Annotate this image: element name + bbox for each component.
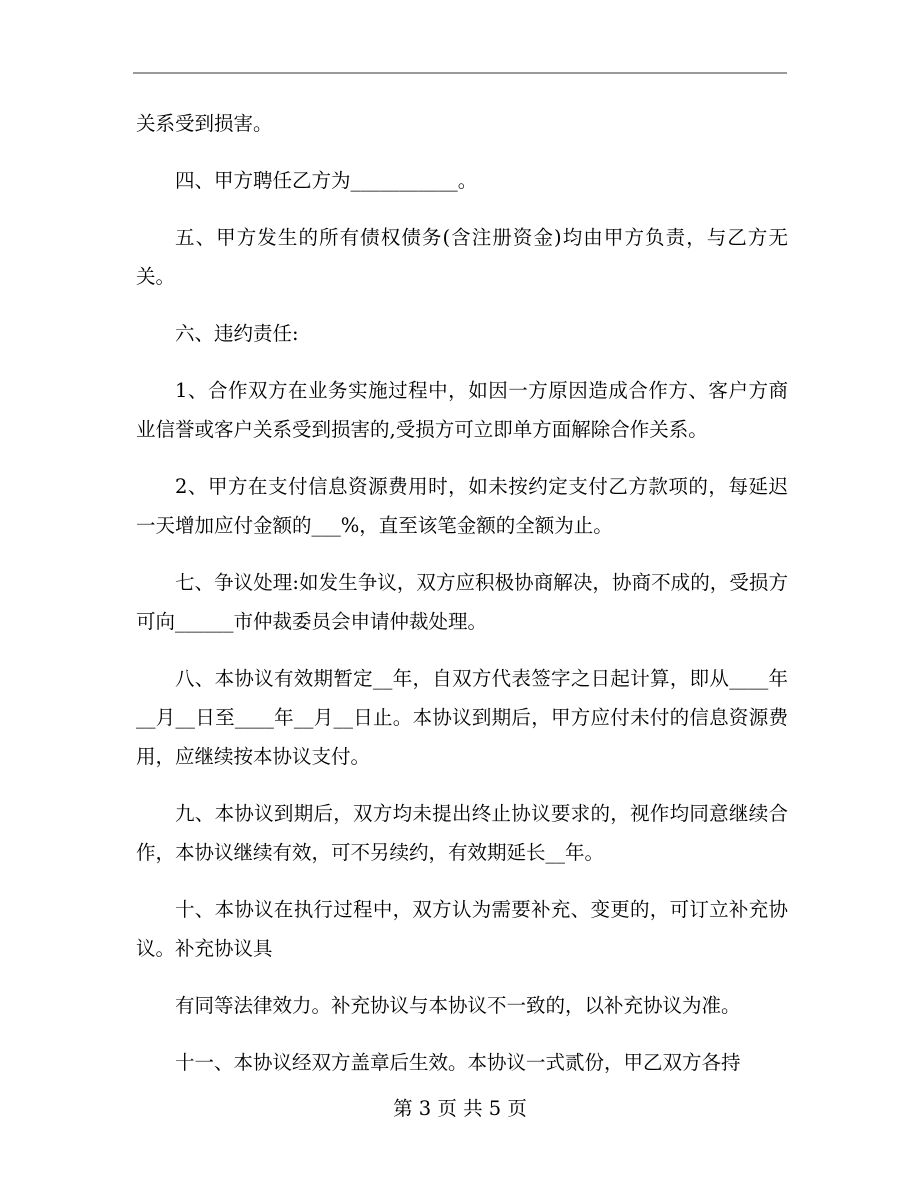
page-footer: 第 3 页 共 5 页 — [393, 1097, 527, 1120]
paragraph: 四、甲方聘任乙方为___________。 — [175, 169, 478, 192]
document-body — [136, 104, 788, 1100]
paragraph: 有同等法律效力。补充协议与本协议不一致的，以补充协议为准。 — [175, 994, 741, 1017]
paragraph: 七、争议处理:如发生争议，双方应积极协商解决，协商不成的，受损方可向______市仲裁委员会申请仲裁处理。 — [136, 571, 788, 633]
paragraph: 九、本协议到期后，双方均未提出终止协议要求的，视作均同意继续合作，本协议继续有效，可不另续约，有效期延长__年。 — [136, 802, 788, 864]
paragraph: 2、甲方在支付信息资源费用时，如未按约定支付乙方款项的，每延迟一天增加应付金额的___%，直至该笔金额的全额为止。 — [136, 475, 788, 537]
paragraph: 1、合作双方在业务实施过程中，如因一方原因造成合作方、客户方商业信誉或客户关系受到损害的,受损方可立即单方面解除合作关系。 — [136, 379, 788, 441]
paragraph: 五、甲方发生的所有债权债务(含注册资金)均由甲方负责，与乙方无关。 — [136, 226, 788, 288]
paragraph: 八、本协议有效期暂定__年，自双方代表签字之日起计算，即从____年__月__日至____年__月__日止。本协议到期后，甲方应付未付的信息资源费用，应继续按本协议支付。 — [136, 667, 788, 768]
paragraph: 六、违约责任: — [175, 322, 299, 345]
paragraph: 十一、本协议经双方盖章后生效。本协议一式贰份，甲乙双方各持 — [175, 1051, 741, 1074]
header-rule — [133, 72, 787, 74]
paragraph: 关系受到损害。 — [136, 112, 273, 135]
paragraph: 十、本协议在执行过程中，双方认为需要补充、变更的，可订立补充协议。补充协议具 — [136, 898, 788, 960]
